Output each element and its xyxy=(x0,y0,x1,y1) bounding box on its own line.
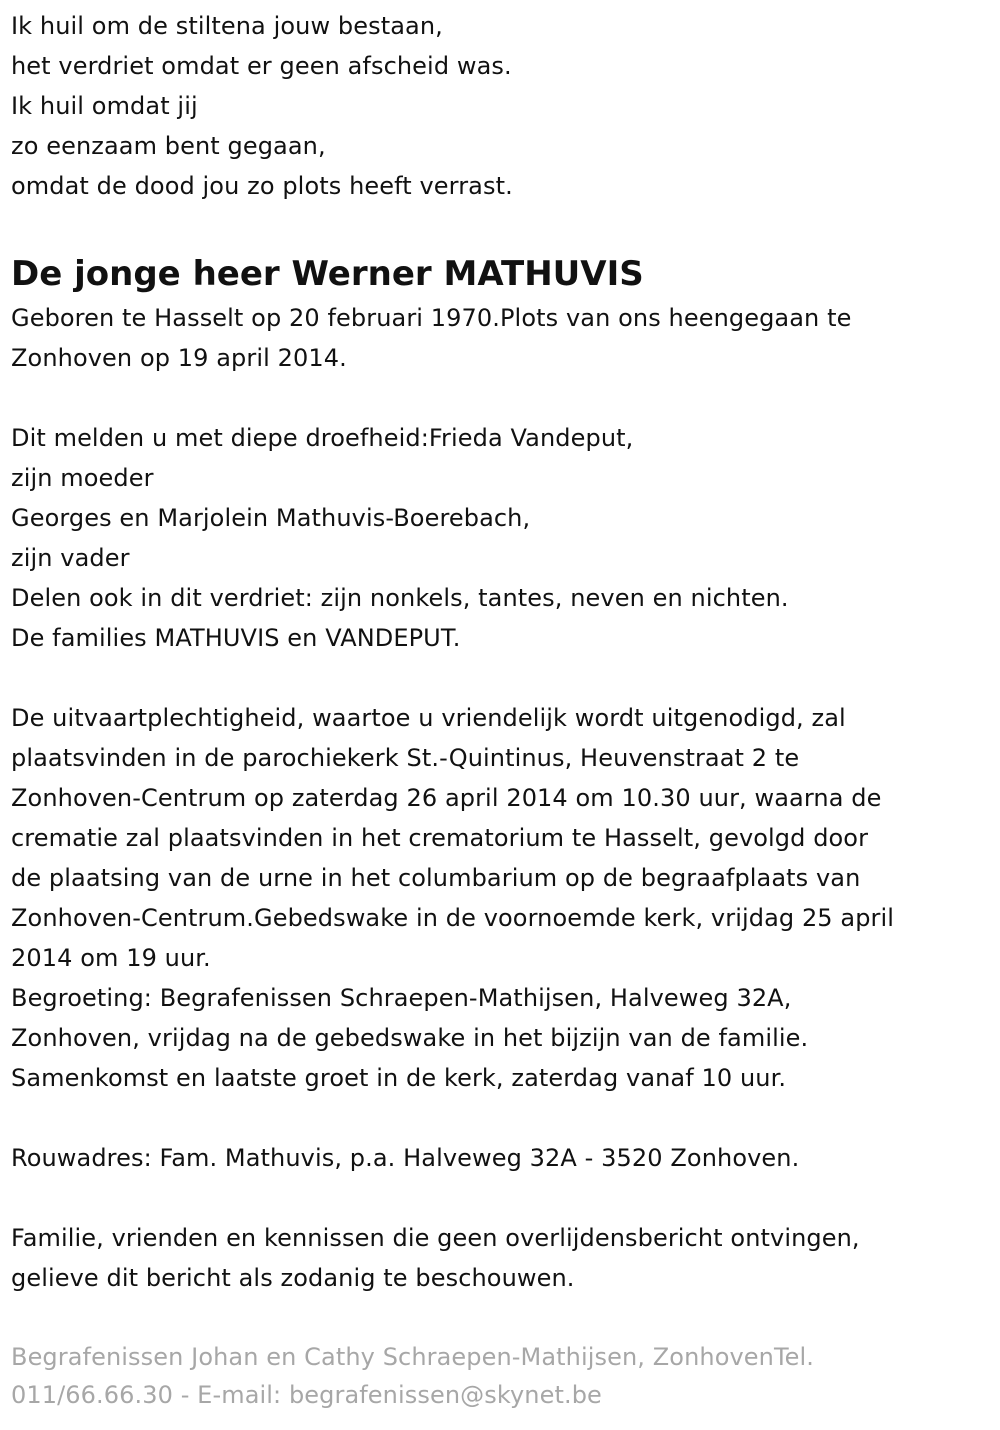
spacer xyxy=(11,658,988,698)
announcement-line: Georges en Marjolein Mathuvis-Boerebach, xyxy=(11,504,531,532)
poem-line: het verdriet omdat er geen afscheid was. xyxy=(11,52,512,80)
spacer xyxy=(11,1178,988,1218)
deceased-name-heading: De jonge heer Werner MATHUVIS xyxy=(11,254,644,294)
announcement-line: zijn moeder xyxy=(11,464,154,492)
announcement-line: De families MATHUVIS en VANDEPUT. xyxy=(11,624,461,652)
notice xyxy=(11,1218,988,1298)
ceremony-line: 2014 om 19 uur. xyxy=(11,944,211,972)
ceremony-line: Samenkomst en laatste groet in de kerk, zaterdag vanaf 10 uur. xyxy=(11,1064,787,1092)
announcement-line: zijn vader xyxy=(11,544,130,572)
ceremony-line: de plaatsing van de urne in het columbarium op de begraafplaats van xyxy=(11,864,861,892)
footer-line: Begrafenissen Johan en Cathy Schraepen-Mathijsen, ZonhovenTel. xyxy=(11,1343,815,1371)
poem-line: zo eenzaam bent gegaan, xyxy=(11,132,326,160)
ceremony-line: De uitvaartplechtigheid, waartoe u vriendelijk wordt uitgenodigd, zal xyxy=(11,704,846,732)
announcement xyxy=(11,418,988,658)
announcement-line: Dit melden u met diepe droefheid:Frieda Vandeput, xyxy=(11,424,634,452)
footer-line: 011/66.66.30 - E-mail: begrafenissen@skynet.be xyxy=(11,1381,602,1409)
ceremony-line: Zonhoven, vrijdag na de gebedswake in het bijzijn van de familie. xyxy=(11,1024,809,1052)
poem-line: omdat de dood jou zo plots heeft verrast. xyxy=(11,172,513,200)
ceremony-line: Zonhoven-Centrum op zaterdag 26 april 2014 om 10.30 uur, waarna de xyxy=(11,784,882,812)
ceremony-details xyxy=(11,698,988,1098)
ceremony-line: plaatsvinden in de parochiekerk St.-Quintinus, Heuvenstraat 2 te xyxy=(11,744,800,772)
ceremony-line: crematie zal plaatsvinden in het crematorium te Hasselt, gevolgd door xyxy=(11,824,869,852)
mourning-address: Rouwadres: Fam. Mathuvis, p.a. Halveweg 32A - 3520 Zonhoven. xyxy=(11,1144,800,1172)
birth-death-info xyxy=(11,298,988,378)
poem-line: Ik huil om de stiltena jouw bestaan, xyxy=(11,12,443,40)
spacer xyxy=(11,1098,988,1138)
notice-line: Familie, vrienden en kennissen die geen overlijdensbericht ontvingen, xyxy=(11,1224,860,1252)
poem-line: Ik huil omdat jij xyxy=(11,92,198,120)
ceremony-line: Begroeting: Begrafenissen Schraepen-Mathijsen, Halveweg 32A, xyxy=(11,984,792,1012)
birth-line: Geboren te Hasselt op 20 februari 1970.Plots van ons heengegaan te xyxy=(11,304,852,332)
spacer xyxy=(11,378,988,418)
funeral-home-footer xyxy=(11,1338,988,1414)
notice-line: gelieve dit bericht als zodanig te beschouwen. xyxy=(11,1264,575,1292)
birth-line: Zonhoven op 19 april 2014. xyxy=(11,344,347,372)
announcement-line: Delen ook in dit verdriet: zijn nonkels, tantes, neven en nichten. xyxy=(11,584,789,612)
poem xyxy=(11,6,988,206)
ceremony-line: Zonhoven-Centrum.Gebedswake in de voornoemde kerk, vrijdag 25 april xyxy=(11,904,895,932)
